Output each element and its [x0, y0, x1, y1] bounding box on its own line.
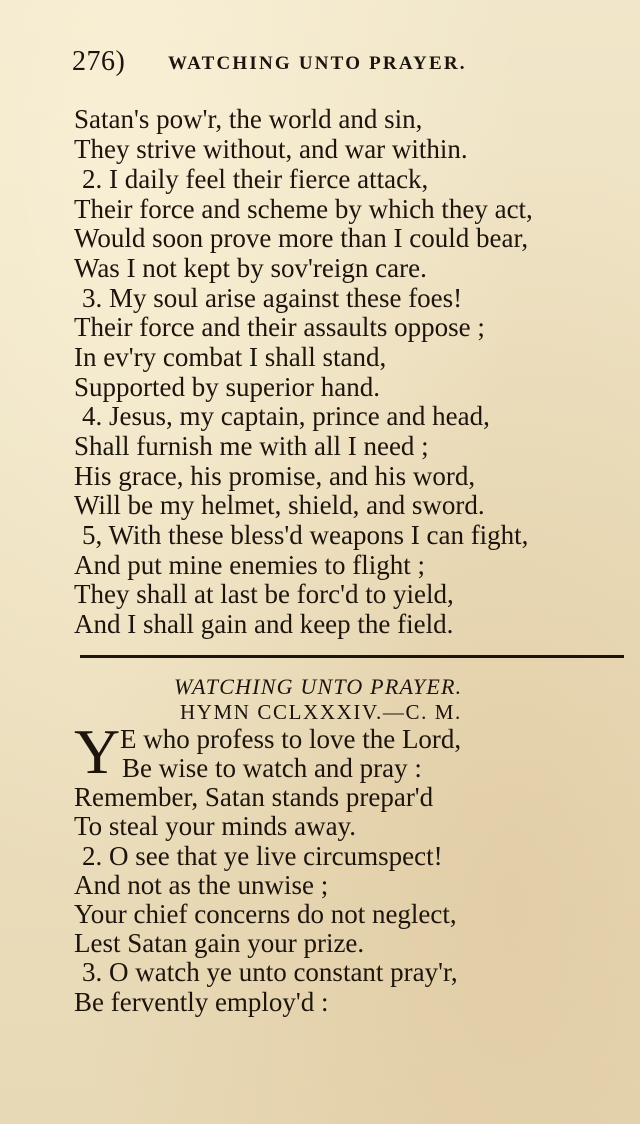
- verse-line: Satan's pow'r, the world and sin,: [74, 104, 423, 134]
- verse-line: And put mine enemies to flight ;: [74, 550, 425, 580]
- verse-line: Their force and their assaults oppose ;: [74, 312, 485, 342]
- verse-line: Their force and scheme by which they act,: [74, 194, 533, 224]
- drop-cap: Y: [74, 716, 121, 787]
- verse-line: To steal your minds away.: [74, 811, 357, 841]
- verse-line: Remember, Satan stands prepar'd: [74, 782, 434, 812]
- verse-line: Lest Satan gain your prize.: [74, 928, 365, 958]
- verse-line: Was I not kept by sov'reign care.: [74, 253, 427, 283]
- verse-line: And not as the unwise ;: [74, 870, 329, 900]
- section-divider: [80, 655, 624, 658]
- verse-line: They strive without, and war within.: [74, 134, 468, 164]
- page-header: [72, 46, 532, 82]
- verse-line: Will be my helmet, shield, and sword.: [74, 490, 485, 520]
- verse-line: And I shall gain and keep the field.: [74, 609, 454, 639]
- verse-line: 2. O see that ye live circumspect!: [82, 841, 443, 871]
- verse-line: They shall at last be forc'd to yield,: [74, 579, 454, 609]
- verse-line: 4. Jesus, my captain, prince and head,: [82, 401, 490, 431]
- verse-line: E who profess to love the Lord,: [120, 724, 462, 754]
- verse-line: Would soon prove more than I could bear,: [74, 223, 529, 253]
- verse-line: Shall furnish me with all I need ;: [74, 431, 429, 461]
- verse-line: 2. I daily feel their fierce attack,: [82, 164, 429, 194]
- verse-line: Supported by superior hand.: [74, 372, 380, 402]
- verse-line: Be wise to watch and pray :: [122, 753, 422, 783]
- running-head: WATCHING UNTO PRAYER.: [168, 53, 467, 74]
- hymn-title: WATCHING UNTO PRAYER.: [174, 674, 463, 699]
- verse-line: 3. My soul arise against these foes!: [82, 283, 463, 313]
- hymn-number: HYMN CCLXXXIV.—C. M.: [180, 700, 462, 724]
- verse-line: 5, With these bless'd weapons I can fight,: [82, 520, 529, 550]
- verse-line: His grace, his promise, and his word,: [74, 461, 476, 491]
- verse-line: In ev'ry combat I shall stand,: [74, 342, 387, 372]
- page-number: 276): [72, 46, 126, 77]
- verse-line: 3. O watch ye unto constant pray'r,: [82, 957, 458, 987]
- verse-line: Be fervently employ'd :: [74, 987, 329, 1017]
- verse-line: Your chief concerns do not neglect,: [74, 899, 457, 929]
